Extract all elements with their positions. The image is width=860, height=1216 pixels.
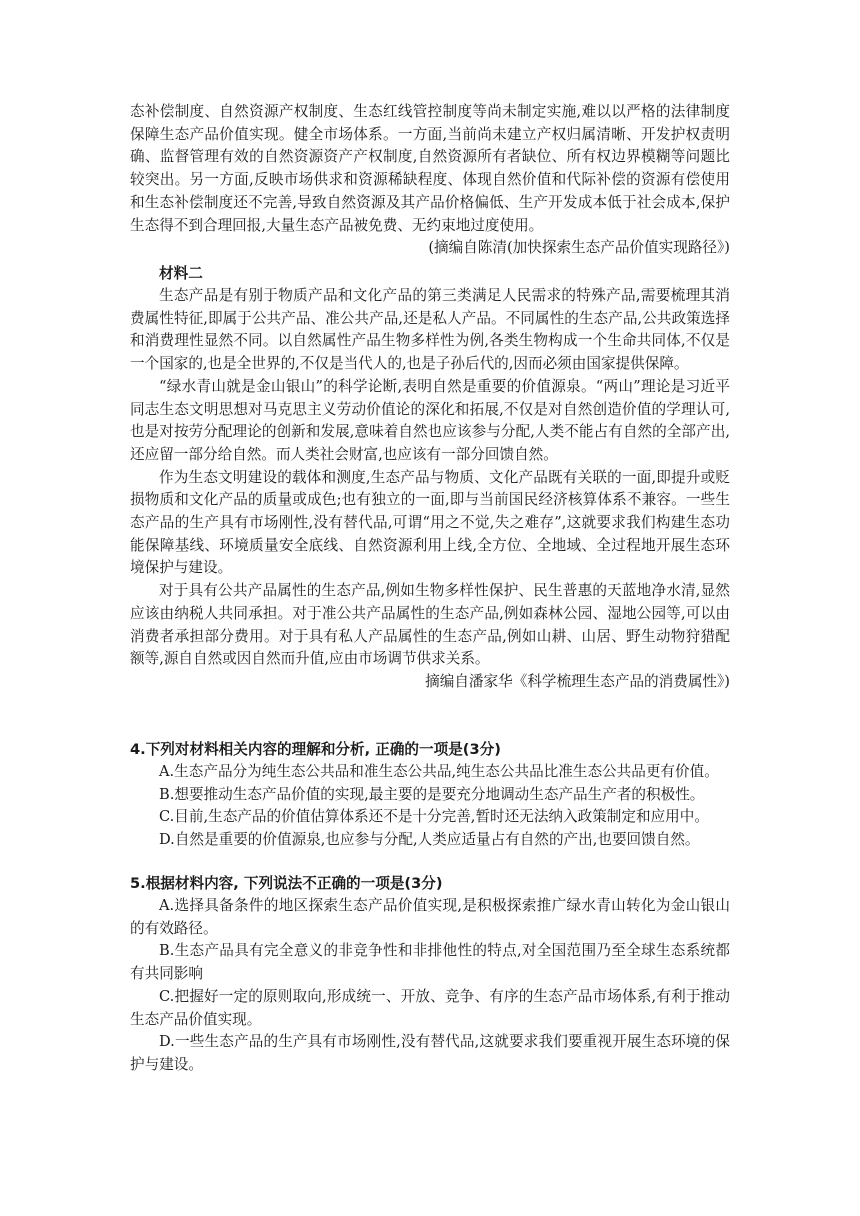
- question-4-option-b[interactable]: B.想要推动生态产品价值的实现,最主要的是要充分地调动生态产品生产者的积极性。: [159, 785, 705, 803]
- material-two-heading: 材料二: [159, 265, 203, 282]
- material-one-paragraph: 态补偿制度、自然资源产权制度、生态红线管控制度等尚未制定实施,难以以严格的法律制度保障生态产品价值实现。健全市场体系。一方面,当前尚未建立产权归属清晰、开发护权责明确、监督管理有效的自然资源资产产权制度,自然资源所有者缺位、所有权边界模糊等问题比较突出。另一方面,反映市场供求和资源稀缺程度、体现自然价值和代际补偿的资源有偿使用和生态补偿制度还不完善,导致自然资源及其产品价格偏低、生产开发成本低于社会成本,保护生态得不到合理回报,大量生态产品被免费、无约束地过度使用。: [130, 103, 730, 234]
- question-5-option-a[interactable]: A.选择具备条件的地区探索生态产品价值实现,是积极探索推广绿水青山转化为金山银山的有效路径。: [130, 897, 730, 937]
- question-5: [130, 872, 730, 1077]
- material-two-section: [130, 262, 730, 694]
- question-4-option-d[interactable]: D.自然是重要的价值源泉,也应参与分配,人类应适量占有自然的产出,也要回馈自然。: [159, 831, 700, 849]
- question-4: [130, 738, 730, 852]
- material-one-source: (摘编自陈清(加快探索生态产品价值实现路径》): [428, 239, 730, 257]
- question-4-option-a[interactable]: A.生态产品分为纯生态公共品和准生态公共品,纯生态公共品比准生态公共品更有价值。: [159, 763, 719, 780]
- material-two-paragraph-3: 作为生态文明建设的载体和测度,生态产品与物质、文化产品既有关联的一面,即提升或贬损物质和文化产品的质量或成色;也有独立的一面,即与当前国民经济核算体系不兼容。一些生态产品的生产具有市场刚性,没有替代品,可谓“用之不觉,失之难存”,这就要求我们构建生态功能保障基线、环境质量安全底线、自然资源利用上线,全方位、全地域、全过程地开展生态环境保护与建设。: [130, 468, 730, 577]
- material-two-paragraph-4: 对于具有公共产品属性的生态产品,例如生物多样性保护、民生普惠的天蓝地净水清,显然应该由纳税人共同承担。对于准公共产品属性的生态产品,例如森林公园、湿地公园等,可以由消费者承担部分费用。对于具有私人产品属性的生态产品,例如山耕、山居、野生动物狩猎配额等,源自自然或因自然而升值,应由市场调节供求关系。: [130, 582, 730, 668]
- material-two-paragraph-2: “绿水青山就是金山银山”的科学论断,表明自然是重要的价值源泉。“两山”理论是习近平同志生态文明思想对马克思主义劳动价值论的深化和拓展,不仅是对自然创造价值的学理认可,也是对按劳分配理论的创新和发展,意味着自然也应该参与分配,人类不能占有自然的全部产出,还应留一部分给自然。而人类社会财富,也应该有一部分回馈自然。: [130, 377, 730, 463]
- material-one-section: [130, 101, 730, 260]
- question-5-option-b[interactable]: B.生态产品具有完全意义的非竞争性和非排他性的特点,对全国范围乃至全球生态系统都有共同影响: [130, 942, 730, 983]
- question-5-option-c[interactable]: C.把握好一定的原则取向,形成统一、开放、竞争、有序的生态产品市场体系,有利于推动生态产品价值实现。: [130, 987, 730, 1028]
- material-two-source: 摘编自潘家华《科学梳理生态产品的消费属性》): [425, 672, 730, 690]
- question-5-title: 5.根据材料内容, 下列说法不正确的一项是(3分): [130, 875, 443, 892]
- question-4-title: 4.下列对材料相关内容的理解和分析, 正确的一项是(3分): [130, 741, 501, 758]
- question-4-option-c[interactable]: C.目前,生态产品的价值估算体系还不是十分完善,暂时还无法纳入政策制定和应用中。: [159, 808, 709, 826]
- material-two-paragraph-1: 生态产品是有别于物质产品和文化产品的第三类满足人民需求的特殊产品,需要梳理其消费属性特征,即属于公共产品、准公共产品,还是私人产品。不同属性的生态产品,公共政策选择和消费理性显然不同。以自然属性产品生物多样性为例,各类生物构成一个生命共同体,不仅是一个国家的,也是全世界的,不仅是当代人的,也是子孙后代的,因而必须由国家提供保障。: [130, 287, 730, 373]
- question-5-option-d[interactable]: D.一些生态产品的生产具有市场刚性,没有替代品,这就要求我们要重视开展生态环境的保护与建设。: [130, 1033, 730, 1073]
